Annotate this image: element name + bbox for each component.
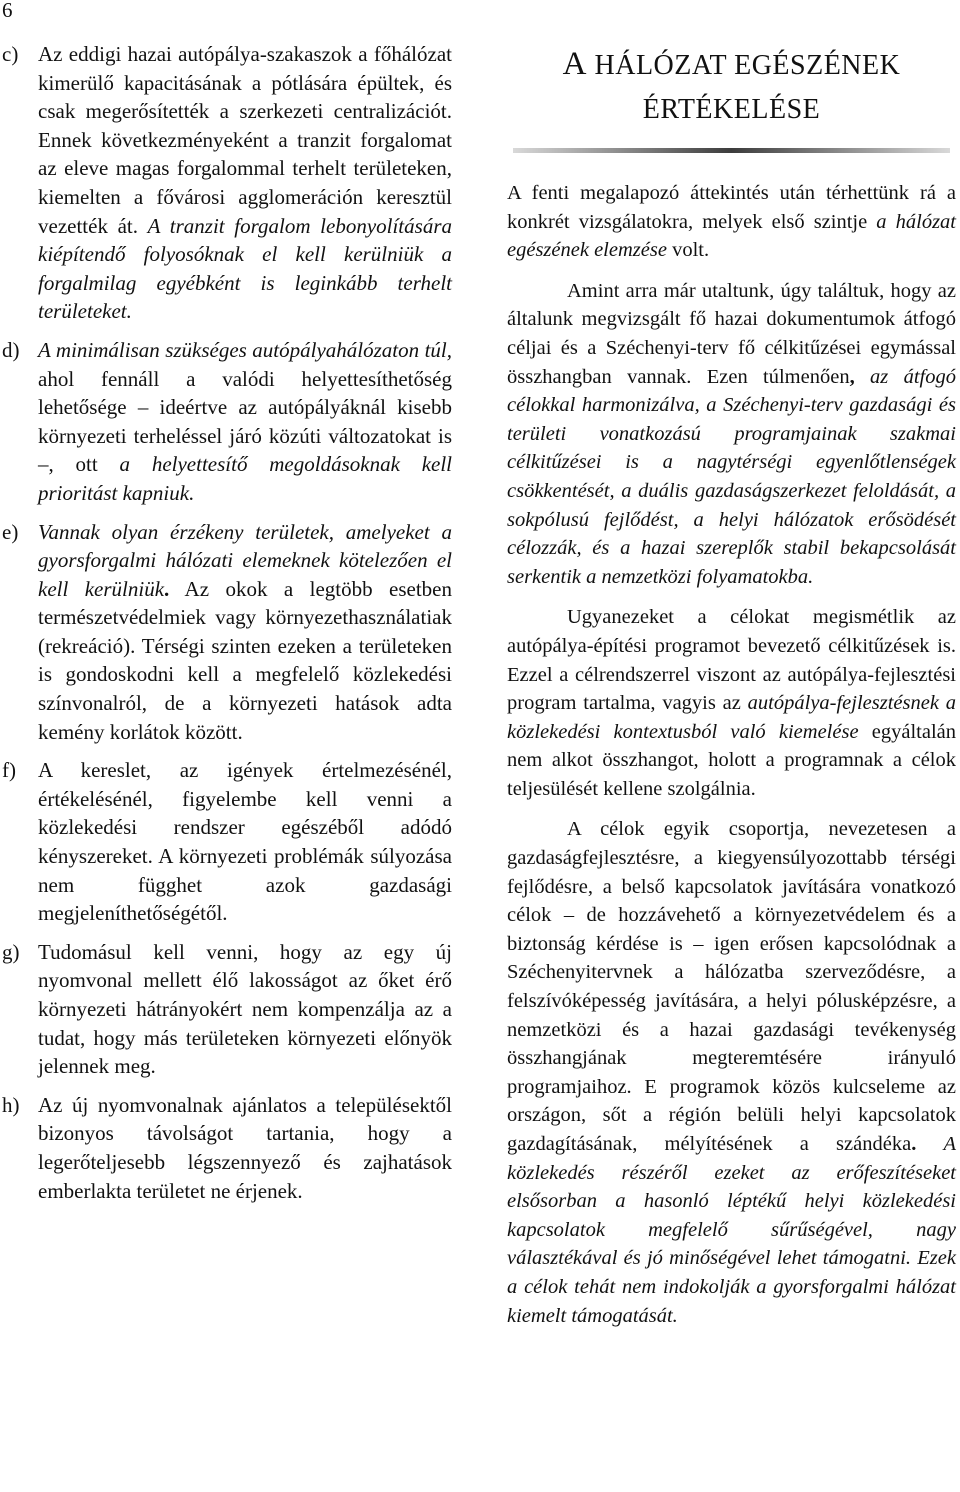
text-run: Amint arra már utaltunk, úgy találtuk, hogy az általunk megvizsgált fő hazai dokumentumok átfogó céljai és a Széchenyi-terv fő célkitűzései egymással összhangban vannak. Ezen túlmenően — [507, 279, 956, 388]
text-run: A fenti megalapozó áttekintés után térhettünk rá a konkrét vizsgálatokra, melyek első szintje — [507, 182, 956, 233]
heading-line1: HÁLÓZAT EGÉSZÉNEK — [587, 50, 901, 81]
emphasis-text: a hálózat egészének elemzése — [507, 210, 956, 262]
text-run — [855, 366, 870, 388]
emphasis-text: A közlekedés részéről ezeket az erőfeszítéseket elsősorban a hasonló léptékű helyi közlekedési kapcsolatok megfelelő sűrűségével, nagy választékával és jó minőségével lehet támogatni. Ezek a célok tehát nem indokolják a gyorsforgalmi hálózat kiemelt támogatását. — [507, 1133, 956, 1327]
text-run: A célok egyik csoportja, nevezetesen a gazdaságfejlesztésre, a kiegyensúlyozottabb térségi fejlődésre, a belső kapcsolatok javítására vonatkozó célok – de hozzávehető a környezetvédelem és a biztonság kérdése is – igen erősen kapcsolódnak a Széchenyitervnek a hálózatba szerveződésre, a felszívóképesség javítására, a helyi pólusképzésre, a nemzetközi és a hazai gazdasági tevékenység összhangjának megteremtésére irányuló programjaihoz. E programok közös kulcseleme az országon, sőt a régión belüli helyi kapcsolatok gazdagításának, mélyítésének a szándéka — [507, 818, 956, 1155]
list-item-label: h) — [2, 1092, 20, 1117]
right-column — [507, 40, 956, 1342]
list-item-label: g) — [2, 939, 20, 964]
section-heading — [507, 42, 956, 132]
list-item-label: f) — [2, 758, 16, 783]
text-run: A kereslet, az igények értelmezésénél, értékelésénél, figyelembe kell venni a közlekedési rendszer egészéből adódó kényszereket. A környezeti problémák súlyozása nem függhet azok gazdasági megjeleníthetőségétől. — [38, 758, 452, 926]
emphasis-text: a helyettesítő megoldásoknak kell prioritást kapniuk. — [38, 452, 453, 505]
paragraph — [507, 603, 956, 803]
list-item-label: e) — [2, 519, 19, 544]
text-run: Tudomásul kell venni, hogy az egy új nyomvonal mellett élő lakosságot az őket érő környezeti hátrányokért nem kompenzálja az a tudat, hogy más területeken környezeti előnyök jelennek meg. — [38, 939, 452, 1079]
page-number: 6 — [2, 0, 13, 22]
right-column-body — [507, 179, 956, 1330]
list-item — [0, 1091, 452, 1205]
text-run: ahol fennáll a valódi helyettesíthetőség lehetősége – ideértve az autópályáknál kisebb környezeti terheléssel járó közúti változatokat is –, ott — [38, 366, 452, 477]
list-item — [0, 756, 452, 928]
emphasis-text: A tranzit forgalom lebonyolítására kiépítendő folyosóknak el kell kerülniük a forgalmilag egyébként is leginkább terhelt területeket. — [38, 213, 452, 324]
list-item — [0, 40, 452, 326]
heading-line2: ÉRTÉKELÉSE — [642, 94, 821, 125]
paragraph — [507, 179, 956, 265]
emphasis-text: Vannak olyan érzékeny területek, amelyeket a gyorsforgalmi hálózati elemeknek kötelezően el kell kerülniük — [38, 519, 452, 601]
text-run: Az eddigi hazai autópálya-szakaszok a főhálózat kimerülő kapacitásának a pótlására épültek, és csak megerősítették a szerkezeti centralizációt. Ennek következményeként a tranzit forgalomat az eleve magas forgalommal terhelt területeken, kiemelten a fővárosi agglomeráción keresztül vezették át. — [38, 42, 452, 238]
emphasis-text: A minimálisan szükséges autópályahálózaton túl, — [38, 337, 452, 362]
paragraph — [507, 277, 956, 592]
left-column — [0, 40, 452, 1215]
list-item-label: d) — [2, 337, 20, 362]
text-run: egyáltalán nem alkot összhangot, holott a programnak a célok teljesülését kellene szolgálnia. — [507, 720, 957, 800]
text-run — [916, 1133, 943, 1155]
bold-text: . — [911, 1133, 917, 1155]
list-item — [0, 336, 452, 508]
paragraph — [507, 815, 956, 1330]
text-run: Az okok a legtöbb esetben természetvédelmiek vagy környezethasználatiak (rekreáció). Térségi szinten ezeken a területeken is gondoskodni kell a megfelelő közlekedési színvonalról, de a környezeti hatások adta kemény korlátok között. — [38, 576, 453, 744]
text-run: Az új nyomvonalnak ajánlatos a településektől bizonyos távolságot tartania, hogy a legerőteljesebb légszennyező és zajhatások emberlakta területet ne érjenek. — [38, 1092, 452, 1203]
text-run: Ugyanezeket a célokat megismétlik az autópálya-építési programot bevezető célkitűzések is. Ezzel a célrendszerrel viszont az autópálya-fejlesztési program tartalma, vagyis az — [507, 606, 956, 715]
bold-text: , — [849, 365, 855, 388]
list-item-label: c) — [2, 42, 19, 66]
heading-divider — [513, 148, 950, 153]
heading-initial: A — [562, 46, 587, 82]
list-item — [0, 938, 452, 1081]
bold-text: . — [164, 576, 170, 601]
list-item — [0, 518, 452, 747]
text-run: volt. — [666, 239, 710, 262]
emphasis-text: autópálya-fejlesztésnek a közlekedési kontextusból való kiemelése — [507, 692, 957, 743]
emphasis-text: az átfogó célokkal harmonizálva, a Széchenyi-terv gazdasági és területi vonatkozású programjainak szakmai célkitűzései is a nagytérségi egyenlőtlenségek csökkentését, a duális gazdaságszerkezet feloldását, a sokpólusú fejlődést, a helyi hálózatok erősödését célozzák, és a hazai szereplők stabil bekapcsolását serkentik a nemzetközi folyamatokba. — [507, 365, 956, 588]
